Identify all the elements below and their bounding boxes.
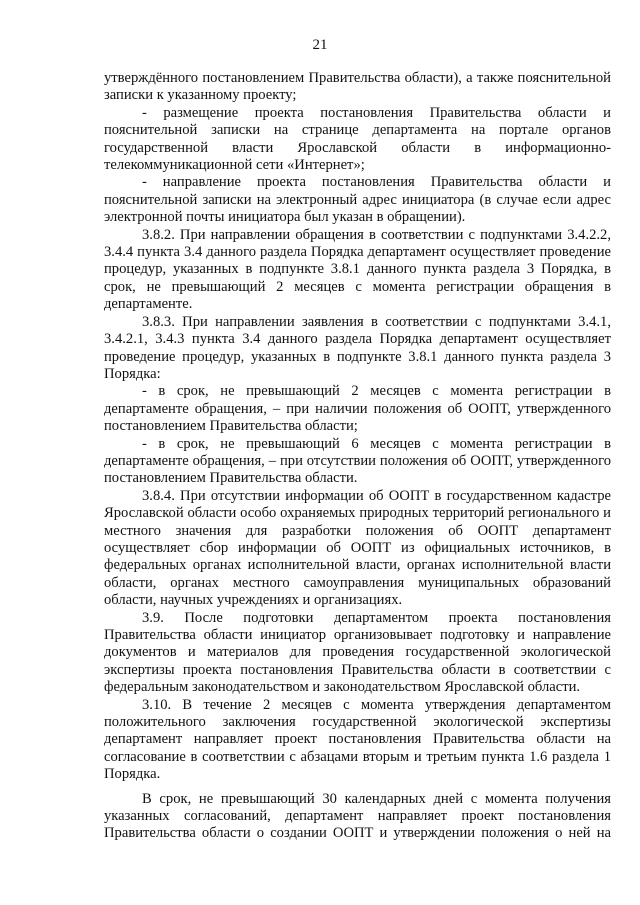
document-body	[104, 70, 611, 843]
paragraph-list-item-portal: - размещение проекта постановления Правительства области и пояснительной записки на странице департамента на портале органов государственной власти Ярославской области в информационно-телекоммуникационной сети «Интернет»;	[104, 104, 611, 174]
paragraph-list-item-email: - направление проекта постановления Правительства области и пояснительной записки на электронный адрес инициатора (в случае если адрес электронной почты инициатора был указан в обращении).	[104, 174, 611, 226]
paragraph-30-days: В срок, не превышающий 30 календарных дней с момента получения указанных согласований, департамент направляет проект постановления Правительства области о создании ООПТ и утверждении положения о ней на	[104, 790, 611, 842]
paragraph-3-8-3: 3.8.3. При направлении заявления в соответствии с подпунктами 3.4.1, 3.4.2.1, 3.4.3 пункта 3.4 данного раздела Порядка департамент осуществляет проведение процедур, указанных в подпункте 3.8.1 данного пункта раздела 3 Порядка:	[104, 313, 611, 382]
paragraph-3-10: 3.10. В течение 2 месяцев с момента утверждения департаментом положительного заключения государственной экологической экспертизы департамент направляет проект постановления Правительства области на согласование в соответствии с абзацами вторым и третьим пункта 1.6 раздела 1 Порядка.	[104, 696, 611, 783]
paragraph-3-9: 3.9. После подготовки департаментом проекта постановления Правительства области инициатор организовывает подготовку и направление документов и материалов для проведения государственной экологической экспертизы проекта постановления Правительства области в соответствии с федеральным законодательством и законодательством Ярославской области.	[104, 609, 611, 696]
paragraph-continuation: утверждённого постановлением Правительства области), а также пояснительной записки к указанному проекту;	[104, 70, 611, 104]
page-number: 21	[312, 37, 328, 53]
paragraph-list-item-6-months: - в срок, не превышающий 6 месяцев с момента регистрации в департаменте обращения, – при отсутствии положения об ООПТ, утвержденного постановлением Правительства области.	[104, 435, 611, 487]
paragraph-3-8-2: 3.8.2. При направлении обращения в соответствии с подпунктами 3.4.2.2, 3.4.4 пункта 3.4 данного раздела Порядка департамент осуществляет проведение процедур, указанных в подпункте 3.8.1 данного пункта раздела 3 Порядка, в срок, не превышающий 2 месяцев с момента регистрации обращения в департаменте.	[104, 226, 611, 313]
paragraph-3-8-4: 3.8.4. При отсутствии информации об ООПТ в государственном кадастре Ярославской области особо охраняемых природных территорий регионального и местного значения для разработки положения об ООПТ департамент осуществляет сбор информации об ООПТ из официальных источников, в федеральных органах исполнительной власти, органах исполнительной власти области, органах местного самоуправления муниципальных образований области, научных учреждениях и организациях.	[104, 487, 611, 609]
paragraph-list-item-2-months: - в срок, не превышающий 2 месяцев с момента регистрации в департаменте обращения, – при наличии положения об ООПТ, утвержденного постановлением Правительства области;	[104, 383, 611, 435]
